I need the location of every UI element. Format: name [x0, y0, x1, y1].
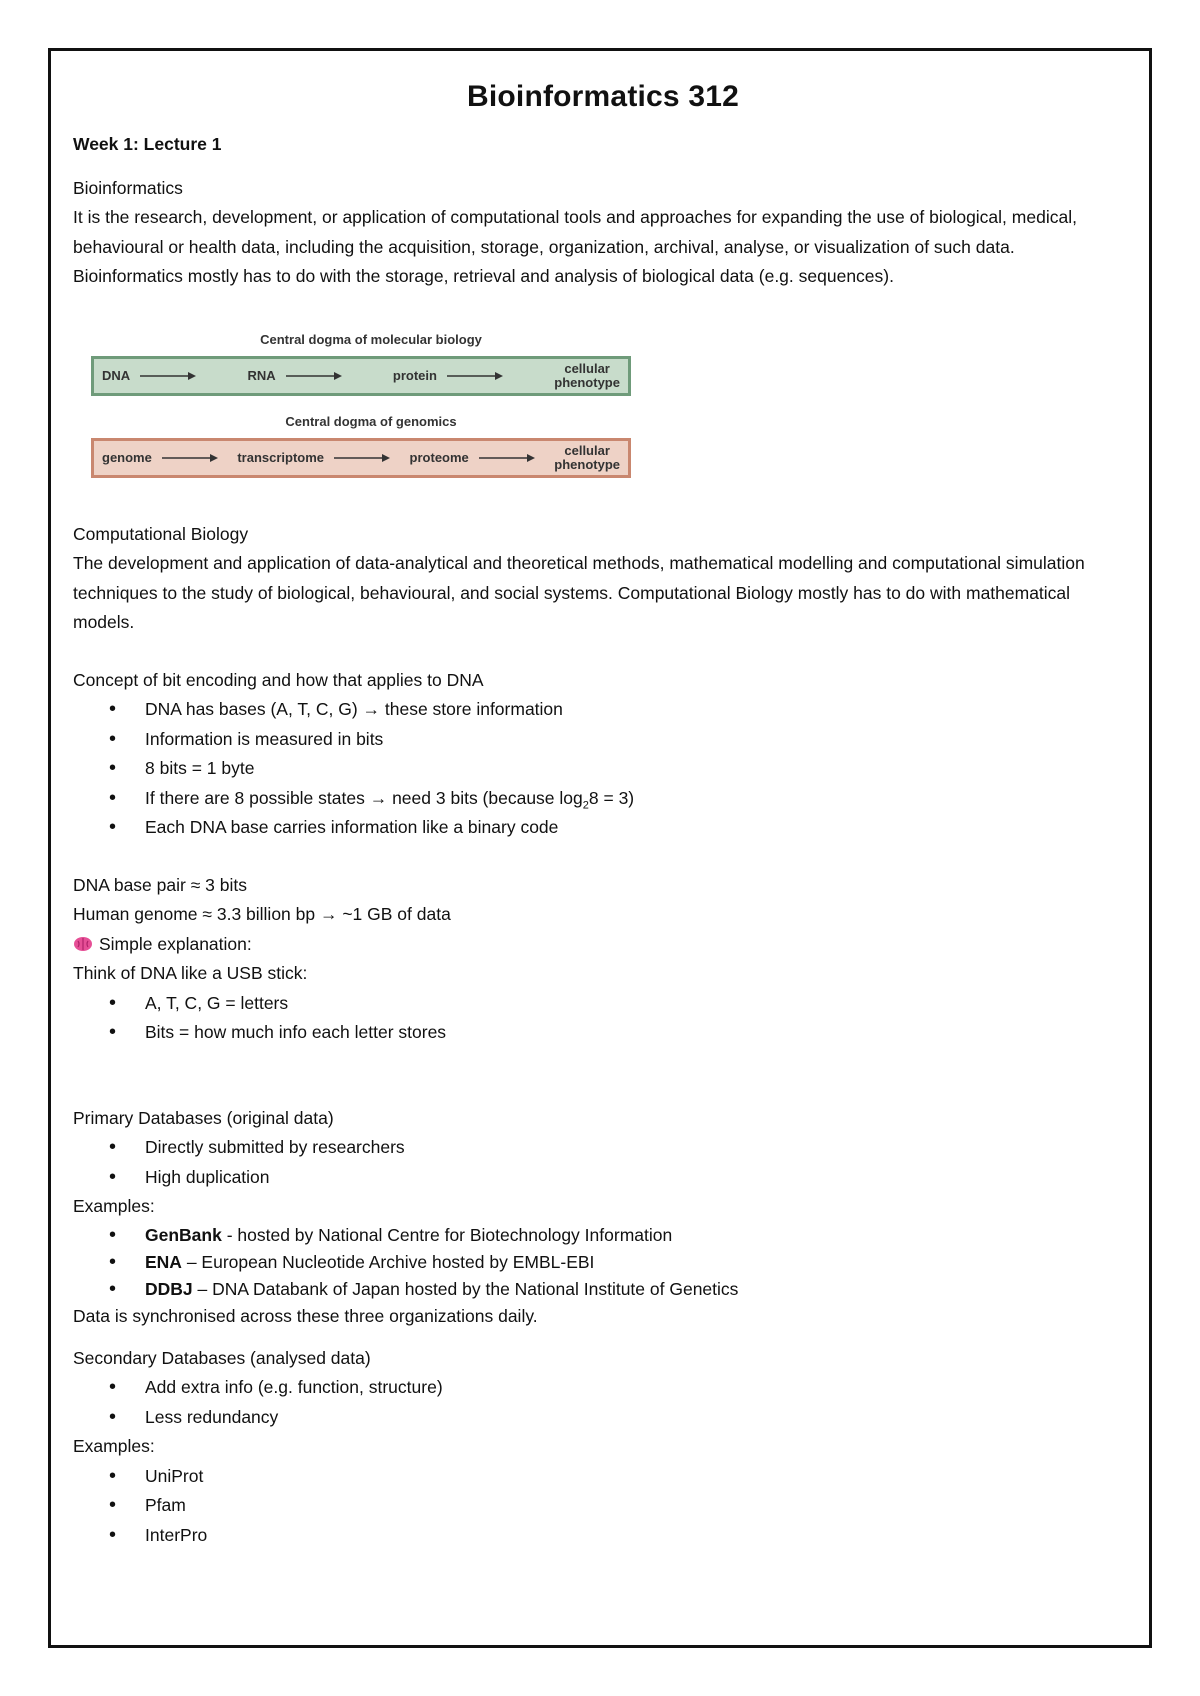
bit-encoding-heading: Concept of bit encoding and how that applies to DNA: [73, 669, 484, 690]
dogma-item-dna: DNA: [102, 367, 131, 383]
dogma-item-phenotype: cellular phenotype: [554, 360, 620, 390]
list-item: • Information is measured in bits: [73, 725, 1133, 755]
list-item: • If there are 8 possible states → need 3 bits (because $\log_28 = 3$): [73, 784, 1133, 814]
arrow-icon: [152, 453, 238, 463]
molecular-dogma-title: Central dogma of molecular biology: [260, 331, 482, 347]
arrow-icon: [276, 371, 393, 381]
secondary-databases-section: [73, 1344, 1133, 1551]
list-item: • Pfam: [73, 1491, 1133, 1521]
week-heading: Week 1: Lecture 1: [73, 134, 222, 154]
simple-explanation-heading: Simple explanation:: [73, 930, 1133, 960]
computational-biology-section: [73, 520, 1133, 638]
bioinformatics-heading: Bioinformatics: [73, 177, 183, 198]
bit-encoding-section: [73, 666, 1133, 843]
bit-encoding-list: [73, 695, 1133, 843]
list-item: • DNA has bases (A, T, C, G) → these store information: [73, 695, 1133, 725]
central-dogma-figure: [91, 300, 651, 480]
usb-analogy: Think of DNA like a USB stick:: [73, 963, 308, 983]
molecular-dogma-box: [91, 356, 631, 396]
arrow-icon: [324, 453, 410, 463]
secondary-examples-list: [73, 1462, 1133, 1551]
list-item: • ENA – European Nucleotide Archive hosted by EMBL-EBI: [73, 1249, 1133, 1276]
secondary-examples-label: Examples:: [73, 1436, 155, 1456]
primary-examples-label: Examples:: [73, 1196, 155, 1216]
arrow-icon: [437, 371, 554, 381]
computational-biology-definition: The development and application of data-analytical and theoretical methods, mathematical modelling and computational simulation techniques to the study of biological, behavioural, and social systems. Computational Biology mostly has to do with mathematical models.: [73, 553, 1085, 632]
primary-db-heading: Primary Databases (original data): [73, 1107, 334, 1128]
genomics-dogma-box: [91, 438, 631, 478]
list-item: • GenBank - hosted by National Centre for Biotechnology Information: [73, 1222, 1133, 1249]
computational-biology-heading: Computational Biology: [73, 523, 249, 544]
sync-note: Data is synchronised across these three organizations daily.: [73, 1305, 538, 1326]
list-item: • DDBJ – DNA Databank of Japan hosted by the National Institute of Genetics: [73, 1276, 1133, 1303]
list-item: • InterPro: [73, 1521, 1133, 1551]
dogma-item-phenotype: cellular phenotype: [554, 442, 621, 472]
brain-icon: [73, 936, 93, 952]
primary-db-list: [73, 1133, 1133, 1192]
db-name-genbank: GenBank: [145, 1224, 222, 1245]
db-name-ena: ENA: [145, 1251, 182, 1272]
bioinformatics-definition: It is the research, development, or application of computational tools and approaches for expanding the use of biological, medical, behavioural or health data, including the acquisition, storage, organization, archival, analyse, or visualization of such data.: [73, 207, 1077, 257]
dna-base-pair-fact: DNA base pair ≈ 3 bits: [73, 874, 247, 895]
bioinformatics-summary: Bioinformatics mostly has to do with the storage, retrieval and analysis of biological data (e.g. sequences).: [73, 266, 894, 286]
dogma-item-rna: RNA: [247, 367, 276, 383]
list-item: • UniProt: [73, 1462, 1133, 1492]
list-item: • Less redundancy: [73, 1403, 1133, 1433]
list-item: • 8 bits = 1 byte: [73, 754, 1133, 784]
bioinformatics-section: [73, 174, 1133, 292]
primary-databases-section: [73, 1104, 1133, 1330]
dogma-item-protein: protein: [392, 367, 437, 383]
analogy-list: [73, 989, 1133, 1048]
dogma-item-transcriptome: transcriptome: [237, 449, 325, 465]
secondary-db-heading: Secondary Databases (analysed data): [73, 1347, 371, 1368]
list-item: • Bits = how much info each letter stores: [73, 1018, 1133, 1048]
list-item: • High duplication: [73, 1163, 1133, 1193]
list-item: • Each DNA base carries information like a binary code: [73, 813, 1133, 843]
primary-examples-list: [73, 1222, 1133, 1303]
dogma-item-genome: genome: [102, 449, 152, 465]
list-item: • Directly submitted by researchers: [73, 1133, 1133, 1163]
dna-facts-section: [73, 871, 1133, 1048]
dogma-item-proteome: proteome: [409, 449, 469, 465]
document-body: [73, 70, 1133, 1550]
arrow-icon: [469, 453, 555, 463]
list-item: • A, T, C, G = letters: [73, 989, 1133, 1019]
db-name-ddbj: DDBJ: [145, 1278, 193, 1299]
human-genome-fact: Human genome ≈ 3.3 billion bp → ~1 GB of data: [73, 904, 451, 924]
arrow-icon: [130, 371, 247, 381]
list-item: • Add extra info (e.g. function, structure): [73, 1373, 1133, 1403]
genomics-dogma-title: Central dogma of genomics: [285, 413, 457, 429]
page-title: Bioinformatics 312: [466, 80, 740, 113]
secondary-db-list: [73, 1373, 1133, 1432]
